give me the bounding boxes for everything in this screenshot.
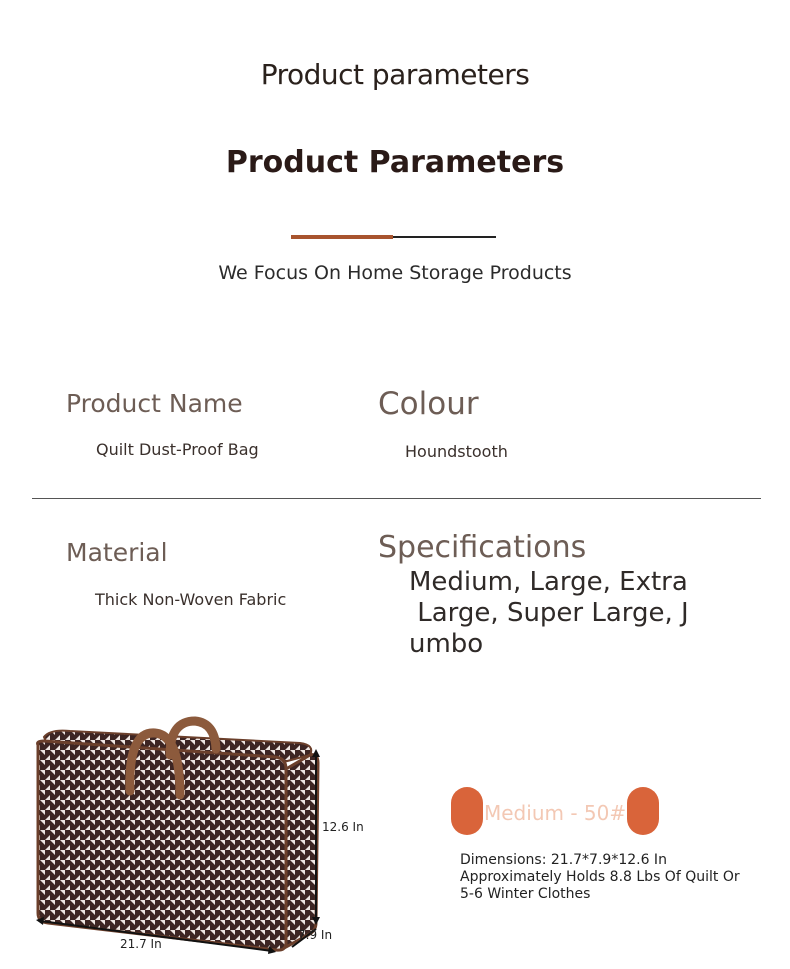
title-underline (393, 236, 496, 238)
product-name-label: Product Name (66, 389, 243, 418)
capacity-line: Approximately Holds 8.8 Lbs Of Quilt Or 5-6 Winter Clothes (460, 869, 740, 902)
colour-label: Colour (378, 386, 479, 422)
material-value: Thick Non-Woven Fabric (95, 590, 287, 609)
dimensions-line: Dimensions: 21.7*7.9*12.6 In (460, 852, 667, 868)
size-badge-right-cap (627, 787, 659, 835)
height-dimension-label: 12.6 In (322, 820, 364, 834)
specifications-label: Specifications (378, 530, 587, 565)
width-dimension-label: 21.7 In (120, 937, 162, 951)
size-badge-left-cap (451, 787, 483, 835)
size-description (460, 852, 750, 903)
title-underline-accent (291, 235, 393, 239)
section-title: Product Parameters (225, 145, 565, 180)
size-badge-label: Medium - 50# (484, 801, 627, 825)
depth-dimension-label: 7.9 In (298, 928, 333, 942)
section-divider (32, 498, 761, 499)
material-label: Material (66, 538, 168, 567)
page-top-title: Product parameters (260, 58, 530, 91)
tagline: We Focus On Home Storage Products (218, 262, 572, 284)
colour-value: Houndstooth (405, 442, 508, 461)
product-name-value: Quilt Dust-Proof Bag (96, 440, 259, 459)
specifications-value: Medium, Large, Extra Large, Super Large, J umbo (409, 567, 689, 659)
